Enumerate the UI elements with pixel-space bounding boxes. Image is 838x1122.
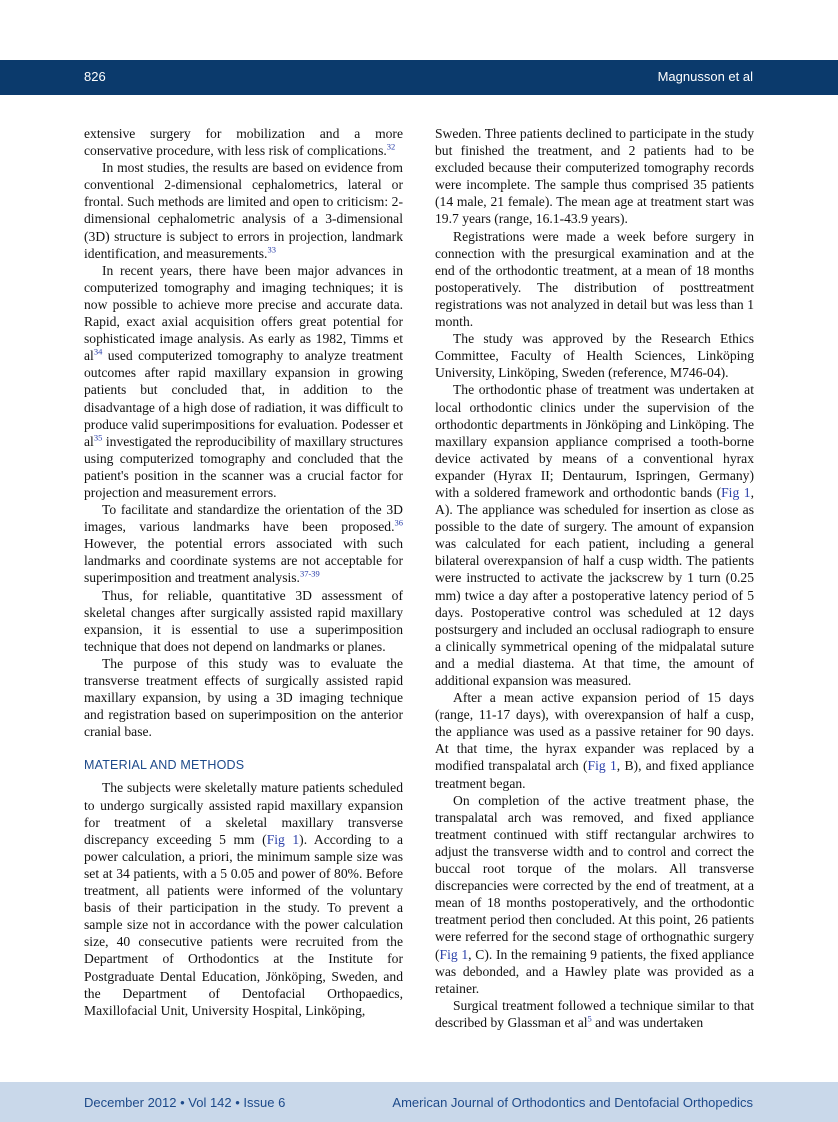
running-header [0, 60, 838, 95]
right-column [435, 125, 754, 1031]
paragraph: extensive surgery for mobilization and a more conservative procedure, with less risk of complications.$^{32}$ [84, 126, 403, 159]
citation-reference[interactable]: 32 [386, 141, 396, 152]
paragraph: On completion of the active treatment phase, the transpalatal arch was removed, and fixed appliance treatment continued with stiff rectangular archwires to adjust the transverse width and to control and correct the buccal root torque of the molars. All transverse discrepancies were corrected by the end of treatment, at a mean of 18 months postoperatively, and the orthodontic treatment period then concluded. At this point, 26 patients were referred for the second stage of orthognathic surgery (Fig 1, C). In the remaining 9 patients, the fixed appliance was debonded, and a Hawley plate was provided as a retainer. [435, 792, 754, 996]
left-column [84, 125, 403, 1019]
section-heading: MATERIAL AND METHODS [84, 758, 245, 773]
paragraph: Thus, for reliable, quantitative 3D assessment of skeletal changes after surgically assisted rapid maxillary expansion, it is essential to use a superimposition technique that does not depend on landmarks or planes. [84, 587, 403, 654]
citation-reference[interactable]: 33 [267, 244, 276, 255]
citation-reference[interactable]: 34 [93, 346, 103, 357]
paragraph: To facilitate and standardize the orientation of the 3D images, various landmarks have been proposed.$^{36}$ However, the potential errors associated with such landmarks and coordinate systems are not acceptable for superimposition and treatment analysis.$^{37-39}$ [84, 502, 403, 586]
paragraph: Surgical treatment followed a technique similar to that described by Glassman et $al^5$ and was undertaken [435, 997, 754, 1030]
paragraph: Sweden. Three patients declined to participate in the study but finished the treatment, and 2 patients had to be excluded because their computerized tomography records were incomplete. The sample thus comprised 35 patients (14 male, 21 female). The mean age at treatment start was 19.7 years (range, 16.1-43.9 years). [435, 126, 754, 227]
paragraph: The study was approved by the Research Ethics Committee, Faculty of Health Sciences, Linköping University, Linköping, Sweden (reference, M746-04). [435, 331, 754, 381]
figure-link[interactable]: Fig 1 [439, 946, 469, 962]
page-number: 826 [84, 69, 106, 84]
citation-reference[interactable]: 35 [93, 432, 103, 443]
running-footer [0, 1082, 838, 1122]
paragraph: The purpose of this study was to evaluate the transverse treatment effects of surgically assisted rapid maxillary expansion, by using a 3D imaging technique and registration based on superimposition on the anterior cranial base. [84, 655, 403, 740]
paragraph: The orthodontic phase of treatment was undertaken at local orthodontic clinics under the supervision of the orthodontic departments in Jönköping and Linköping. The maxillary expansion appliance comprised a tooth-borne device activated by means of a conventional hyrax expander (Hyrax II; Dentaurum, Ispringen, Germany) with a soldered framework and orthodontic bands (Fig 1, A). The appliance was scheduled for insertion as close as possible to the date of surgery. The amount of expansion was calculated for each patient, including a general bilateral overexpansion of half a cusp width. The patients were instructed to activate the jackscrew by 1 turn (0.25 mm) twice a day after a postoperative latency period of 5 days. Postoperative control was scheduled at 12 days postsurgery and included an occlusal radiograph to ensure a clinically symmetrical opening of the midpalatal suture and a medial diastema. At that time, the amount of additional expansion was measured. [435, 382, 754, 688]
paragraph: In recent years, there have been major advances in computerized tomography and imaging techniques; it is now possible to achieve more precise and accurate data. Rapid, exact axial acquisition offers great potential for sophisticated image analysis. As early as 1982, Timms et $al^{34}$ used computerized tomography to analyze treatment outcomes after rapid maxillary expansion in growing patients but concluded that, in addition to the disadvantage of a high dose of radiation, it was difficult to produce valid superimpositions for evaluation. Podesser et $al^{35}$ investigated the reproducibility of maxillary structures using computerized tomography and concluded that the patient's position in the scanner was a crucial factor for projection and measurement errors. [84, 262, 403, 500]
citation-reference[interactable]: 37-39 [299, 568, 320, 579]
paragraph: Registrations were made a week before surgery in connection with the presurgical examination and at the end of the orthodontic treatment, at a mean of 18 months postoperatively. The distribution of posttreatment registrations was not analyzed in detail but was less than 1 month. [435, 228, 754, 330]
paragraph: In most studies, the results are based on evidence from conventional 2-dimensional cephalometrics, lateral or frontal. Such methods are limited and open to criticism: 2-dimensional cephalometric analysis of a 3-dimensional (3D) structure is subject to errors in projection, landmark identification, and measurements.$^{33}$ [84, 160, 403, 261]
citation-reference[interactable]: 5 [587, 1013, 592, 1024]
running-author: Magnusson et al [657, 69, 753, 84]
journal-title: American Journal of Orthodontics and Dentofacial Orthopedics [392, 1095, 753, 1110]
figure-link[interactable]: Fig 1 [587, 758, 617, 774]
paragraph: After a mean active expansion period of 15 days (range, 11-17 days), with overexpansion of half a cusp, the appliance was used as a passive retainer for 90 days. At that time, the hyrax expander was replaced by a modified transpalatal arch (Fig 1, B), and fixed appliance treatment began. [435, 690, 754, 791]
figure-link[interactable]: Fig 1 [721, 484, 751, 500]
figure-link[interactable]: Fig 1 [266, 831, 300, 847]
issue-info: December 2012 • Vol 142 • Issue 6 [84, 1095, 286, 1110]
citation-reference[interactable]: 36 [394, 517, 403, 528]
paragraph: The subjects were skeletally mature patients scheduled to undergo surgically assisted rapid maxillary expansion for treatment of a skeletal maxillary transverse discrepancy exceeding 5 mm (Fig 1). According to a power calculation, a priori, the minimum sample size was set at 34 patients, with a 5 0.05 and power of 80%. Before treatment, all patients were informed of the voluntary basis of their participation in the study. To prevent a sample size not in accordance with the power calculation size, 40 consecutive patients were recruited from the Department of Orthodontics at the Institute for Postgraduate Dental Education, Jönköping, Sweden, and the Department of Dentofacial Orthopaedics, Maxillofacial Unit, University Hospital, Linköping, [84, 780, 403, 1018]
